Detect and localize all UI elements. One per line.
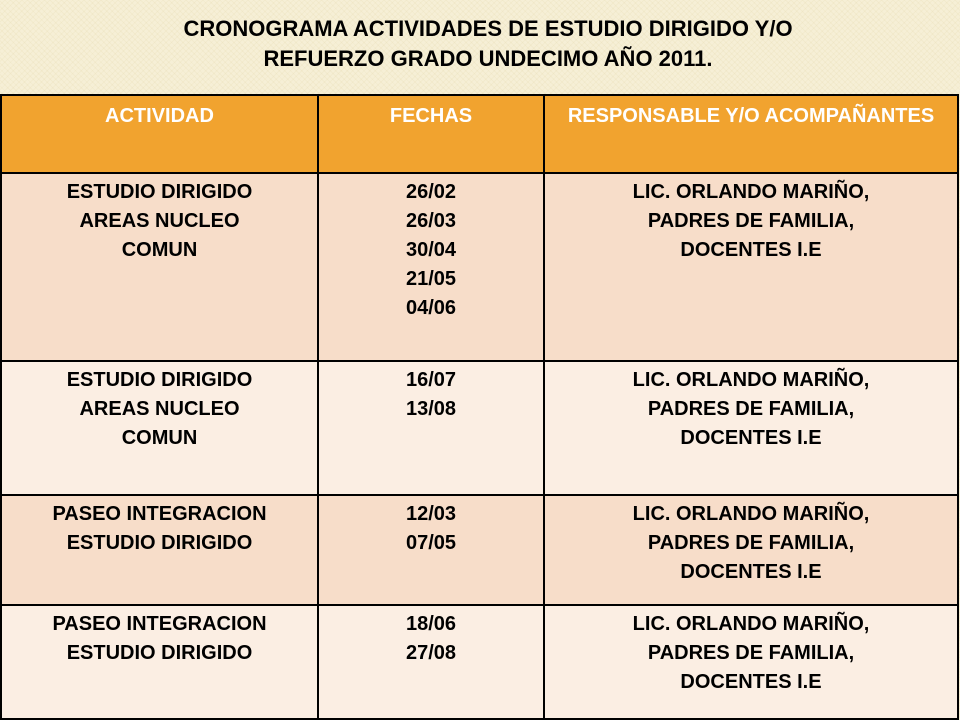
dates-cell bbox=[318, 495, 544, 605]
table-row bbox=[1, 495, 958, 605]
responsible-text: LIC. ORLANDO MARIÑO, PADRES DE FAMILIA, DOCENTES I.E bbox=[632, 613, 870, 693]
activity-text: ESTUDIO DIRIGIDO AREAS NUCLEO COMUN bbox=[66, 369, 253, 449]
dates-text: 26/02 26/03 30/04 21/05 04/06 bbox=[405, 181, 457, 319]
dates-text: 12/03 07/05 bbox=[405, 503, 457, 554]
responsible-cell bbox=[544, 495, 958, 605]
responsible-text: LIC. ORLANDO MARIÑO, PADRES DE FAMILIA, DOCENTES I.E bbox=[632, 369, 870, 449]
title-line-2: REFUERZO GRADO UNDECIMO AÑO 2011. bbox=[263, 46, 713, 71]
activity-cell bbox=[1, 605, 318, 719]
activity-text: PASEO INTEGRACION ESTUDIO DIRIGIDO bbox=[52, 503, 267, 554]
header-activity: ACTIVIDAD bbox=[1, 95, 318, 173]
header-dates: FECHAS bbox=[318, 95, 544, 173]
responsible-cell bbox=[544, 605, 958, 719]
activity-text: ESTUDIO DIRIGIDO AREAS NUCLEO COMUN bbox=[66, 181, 253, 261]
table-row bbox=[1, 361, 958, 495]
header-row bbox=[1, 95, 958, 173]
responsible-cell bbox=[544, 173, 958, 361]
responsible-cell bbox=[544, 361, 958, 495]
dates-cell bbox=[318, 173, 544, 361]
slide-title bbox=[0, 14, 960, 74]
dates-cell bbox=[318, 605, 544, 719]
responsible-text: LIC. ORLANDO MARIÑO, PADRES DE FAMILIA, DOCENTES I.E bbox=[632, 181, 870, 261]
header-responsible: RESPONSABLE Y/O ACOMPAÑANTES bbox=[544, 95, 958, 173]
dates-text: 18/06 27/08 bbox=[405, 613, 457, 664]
title-line-1: CRONOGRAMA ACTIVIDADES DE ESTUDIO DIRIGIDO Y/O bbox=[183, 16, 793, 41]
schedule-table bbox=[0, 94, 959, 720]
responsible-text: LIC. ORLANDO MARIÑO, PADRES DE FAMILIA, DOCENTES I.E bbox=[632, 503, 870, 583]
table-row bbox=[1, 605, 958, 719]
activity-cell bbox=[1, 495, 318, 605]
activity-cell bbox=[1, 361, 318, 495]
dates-cell bbox=[318, 361, 544, 495]
activity-cell bbox=[1, 173, 318, 361]
activity-text: PASEO INTEGRACION ESTUDIO DIRIGIDO bbox=[52, 613, 267, 664]
table-row bbox=[1, 173, 958, 361]
dates-text: 16/07 13/08 bbox=[405, 369, 457, 420]
